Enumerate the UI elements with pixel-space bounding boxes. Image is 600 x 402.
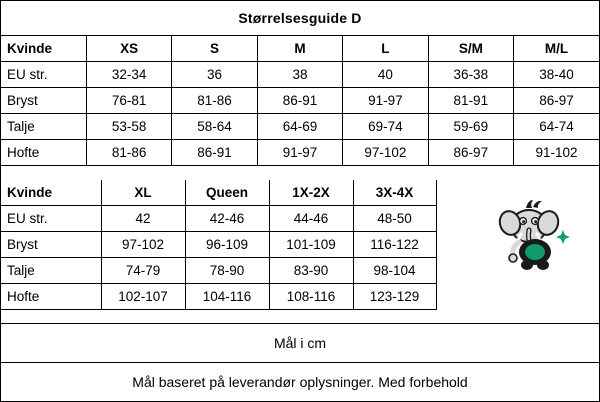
cell: 78-90: [185, 258, 269, 284]
column-header-l: L: [343, 36, 428, 62]
cell: 53-58: [86, 114, 171, 140]
page-title: Størrelsesguide D: [238, 10, 362, 26]
cell: 40: [343, 62, 428, 88]
column-header-m: M: [257, 36, 342, 62]
cell: 38: [257, 62, 342, 88]
cell: 102-107: [101, 284, 185, 310]
table-row: [1, 140, 599, 166]
column-header-sm: S/M: [428, 36, 513, 62]
column-header-category: Kvinde: [1, 36, 86, 62]
cell: 104-116: [185, 284, 269, 310]
row-label-talje: Talje: [1, 114, 86, 140]
cell: 86-97: [428, 140, 513, 166]
cell: 91-102: [514, 140, 599, 166]
cell: 98-104: [353, 258, 436, 284]
table-row: [1, 114, 599, 140]
table-row: [1, 258, 436, 284]
column-header-ml: M/L: [514, 36, 599, 62]
row-label-hofte: Hofte: [1, 284, 101, 310]
cell: 86-97: [514, 88, 599, 114]
section-spacer: [1, 166, 599, 180]
cell: 32-34: [86, 62, 171, 88]
column-header-s: S: [172, 36, 257, 62]
cell: 97-102: [101, 232, 185, 258]
cell: 64-74: [514, 114, 599, 140]
cell: 59-69: [428, 114, 513, 140]
table-row: [1, 62, 599, 88]
cell: 36: [172, 62, 257, 88]
unit-note: Mål i cm: [273, 335, 327, 351]
table-row: [1, 88, 599, 114]
unit-note-row: [1, 323, 599, 362]
cell: 42-46: [185, 206, 269, 232]
column-header-queen: Queen: [185, 180, 269, 206]
cell: 83-90: [269, 258, 353, 284]
column-header-xs: XS: [86, 36, 171, 62]
cell: 108-116: [269, 284, 353, 310]
table-row: [1, 284, 436, 310]
table-row: [1, 206, 436, 232]
cell: 69-74: [343, 114, 428, 140]
cell: 36-38: [428, 62, 513, 88]
cell: 96-109: [185, 232, 269, 258]
row-label-talje: Talje: [1, 258, 101, 284]
cell: 81-86: [86, 140, 171, 166]
cell: 101-109: [269, 232, 353, 258]
women-size-table-2: [1, 180, 437, 310]
row-label-eu: EU str.: [1, 206, 101, 232]
footer-notes: [1, 323, 599, 401]
second-section: [1, 180, 599, 310]
cell: 86-91: [172, 140, 257, 166]
document-title-bar: [1, 1, 599, 36]
cell: 44-46: [269, 206, 353, 232]
column-header-xl: XL: [101, 180, 185, 206]
row-label-eu: EU str.: [1, 62, 86, 88]
cell: 116-122: [353, 232, 436, 258]
cell: 58-64: [172, 114, 257, 140]
cell: 42: [101, 206, 185, 232]
elephant-mascot-logo: [479, 194, 589, 274]
women-size-table-1: [1, 36, 599, 166]
cell: 74-79: [101, 258, 185, 284]
cell: 91-97: [257, 140, 342, 166]
cell: 123-129: [353, 284, 436, 310]
cell: 81-86: [172, 88, 257, 114]
cell: 64-69: [257, 114, 342, 140]
cell: 48-50: [353, 206, 436, 232]
disclaimer-text: Mål baseret på leverandør oplysninger. Med forbehold: [132, 374, 468, 390]
row-label-hofte: Hofte: [1, 140, 86, 166]
cell: 38-40: [514, 62, 599, 88]
cell: 81-91: [428, 88, 513, 114]
table-header-row: [1, 180, 436, 206]
column-header-3x4x: 3X-4X: [353, 180, 436, 206]
table-header-row: [1, 36, 599, 62]
cell: 91-97: [343, 88, 428, 114]
column-header-1x2x: 1X-2X: [269, 180, 353, 206]
row-label-bryst: Bryst: [1, 232, 101, 258]
column-header-category: Kvinde: [1, 180, 101, 206]
table-row: [1, 232, 436, 258]
cell: 86-91: [257, 88, 342, 114]
disclaimer-row: [1, 362, 599, 401]
cell: 76-81: [86, 88, 171, 114]
row-label-bryst: Bryst: [1, 88, 86, 114]
cell: 97-102: [343, 140, 428, 166]
